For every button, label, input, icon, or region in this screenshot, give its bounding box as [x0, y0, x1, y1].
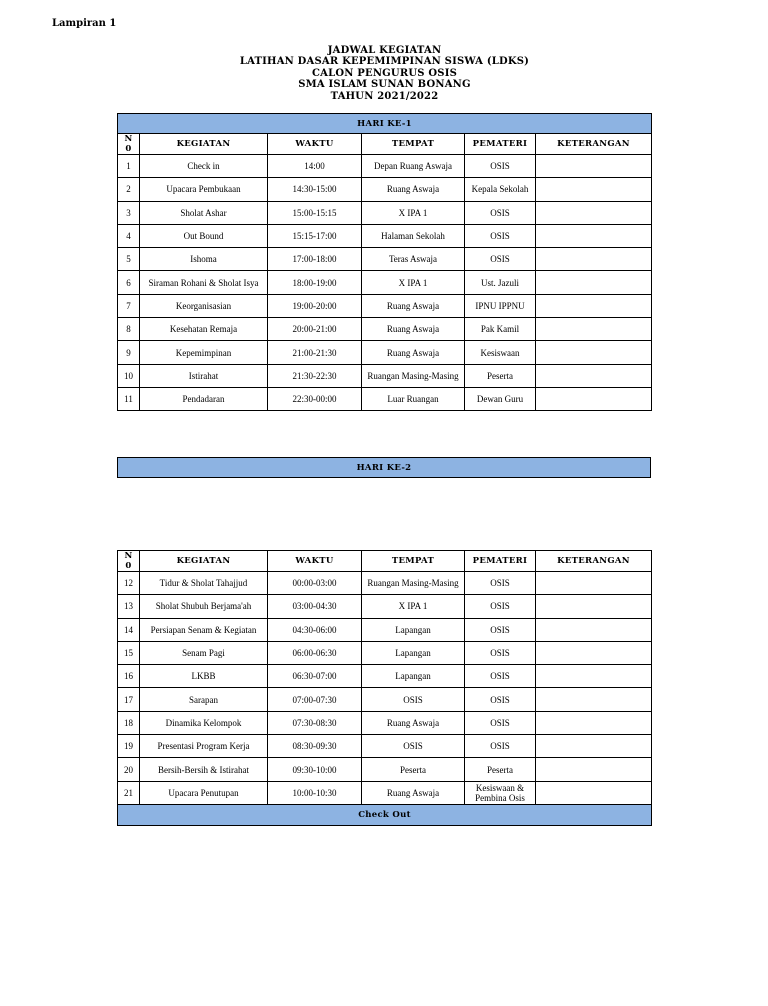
row-no: 8 — [118, 318, 140, 341]
row-kegiatan: LKBB — [140, 665, 268, 688]
row-kegiatan: Upacara Penutupan — [140, 781, 268, 804]
row-no: 7 — [118, 294, 140, 317]
row-keterangan — [536, 178, 652, 201]
row-waktu: 07:30-08:30 — [268, 711, 362, 734]
row-waktu: 10:00-10:30 — [268, 781, 362, 804]
row-waktu: 06:30-07:00 — [268, 665, 362, 688]
title-line: LATIHAN DASAR KEPEMIMPINAN SISWA (LDKS) — [239, 56, 530, 68]
row-no: 9 — [118, 341, 140, 364]
row-tempat: OSIS — [362, 735, 465, 758]
row-pemateri: OSIS — [465, 201, 536, 224]
row-waktu: 20:00-21:00 — [268, 318, 362, 341]
header-tempat: TEMPAT — [362, 551, 465, 572]
table-row — [118, 248, 652, 271]
header-row — [118, 134, 652, 155]
row-tempat: Lapangan — [362, 618, 465, 641]
table-row — [118, 271, 652, 294]
row-pemateri: Pak Kamil — [465, 318, 536, 341]
header-kegiatan: KEGIATAN — [140, 134, 268, 155]
row-pemateri: Peserta — [465, 364, 536, 387]
row-no: 13 — [118, 595, 140, 618]
table-row — [118, 781, 652, 804]
row-waktu: 03:00-04:30 — [268, 595, 362, 618]
table-row — [118, 572, 652, 595]
row-no: 5 — [118, 248, 140, 271]
row-tempat: X IPA 1 — [362, 271, 465, 294]
row-kegiatan: Check in — [140, 155, 268, 178]
header-no: N 0 — [118, 551, 140, 572]
row-pemateri: Dewan Guru — [465, 387, 536, 410]
table-row — [118, 758, 652, 781]
row-keterangan — [536, 665, 652, 688]
row-no: 19 — [118, 735, 140, 758]
header-waktu: WAKTU — [268, 134, 362, 155]
row-tempat: Lapangan — [362, 641, 465, 664]
row-kegiatan: Tidur & Sholat Tahajjud — [140, 572, 268, 595]
row-pemateri: Kesiswaan & Pembina Osis — [465, 781, 536, 804]
row-tempat: Ruang Aswaja — [362, 781, 465, 804]
row-no: 6 — [118, 271, 140, 294]
row-pemateri: Peserta — [465, 758, 536, 781]
row-keterangan — [536, 201, 652, 224]
row-no: 10 — [118, 364, 140, 387]
row-tempat: Ruang Aswaja — [362, 294, 465, 317]
row-keterangan — [536, 155, 652, 178]
row-tempat: Ruang Aswaja — [362, 318, 465, 341]
row-kegiatan: Istirahat — [140, 364, 268, 387]
header-waktu: WAKTU — [268, 551, 362, 572]
row-keterangan — [536, 387, 652, 410]
row-waktu: 14:30-15:00 — [268, 178, 362, 201]
row-tempat: Ruangan Masing-Masing — [362, 364, 465, 387]
title-line: JADWAL KEGIATAN — [327, 45, 442, 56]
row-keterangan — [536, 688, 652, 711]
row-kegiatan: Siraman Rohani & Sholat Isya — [140, 271, 268, 294]
row-no: 4 — [118, 224, 140, 247]
header-keterangan: KETERANGAN — [536, 551, 652, 572]
row-pemateri: Ust. Jazuli — [465, 271, 536, 294]
row-keterangan — [536, 711, 652, 734]
row-keterangan — [536, 572, 652, 595]
day2-schedule-table — [117, 550, 652, 826]
table-row — [118, 595, 652, 618]
row-pemateri: OSIS — [465, 735, 536, 758]
row-no: 1 — [118, 155, 140, 178]
row-waktu: 14:00 — [268, 155, 362, 178]
row-keterangan — [536, 758, 652, 781]
row-keterangan — [536, 294, 652, 317]
row-kegiatan: Senam Pagi — [140, 641, 268, 664]
row-waktu: 15:15-17:00 — [268, 224, 362, 247]
row-pemateri: OSIS — [465, 711, 536, 734]
row-pemateri: OSIS — [465, 224, 536, 247]
row-no: 21 — [118, 781, 140, 804]
row-tempat: Ruang Aswaja — [362, 711, 465, 734]
row-kegiatan: Sarapan — [140, 688, 268, 711]
row-no: 2 — [118, 178, 140, 201]
row-pemateri: OSIS — [465, 665, 536, 688]
table-row — [118, 735, 652, 758]
row-kegiatan: Kepemimpinan — [140, 341, 268, 364]
row-tempat: OSIS — [362, 688, 465, 711]
table-row — [118, 224, 652, 247]
row-kegiatan: Ishoma — [140, 248, 268, 271]
row-pemateri: Kesiswaan — [465, 341, 536, 364]
row-tempat: Depan Ruang Aswaja — [362, 155, 465, 178]
check-out-footer: Check Out — [118, 804, 652, 825]
row-no: 18 — [118, 711, 140, 734]
header-pemateri: PEMATERI — [465, 551, 536, 572]
row-pemateri: OSIS — [465, 595, 536, 618]
document-title — [118, 45, 651, 102]
row-keterangan — [536, 781, 652, 804]
table-row — [118, 155, 652, 178]
row-tempat: Ruang Aswaja — [362, 341, 465, 364]
row-kegiatan: Persiapan Senam & Kegiatan — [140, 618, 268, 641]
row-no: 16 — [118, 665, 140, 688]
row-pemateri: Kepala Sekolah — [465, 178, 536, 201]
row-waktu: 21:00-21:30 — [268, 341, 362, 364]
table-row — [118, 341, 652, 364]
row-pemateri: OSIS — [465, 618, 536, 641]
row-kegiatan: Dinamika Kelompok — [140, 711, 268, 734]
day1-schedule-table — [117, 113, 652, 411]
row-kegiatan: Bersih-Bersih & Istirahat — [140, 758, 268, 781]
row-waktu: 08:30-09:30 — [268, 735, 362, 758]
table-row — [118, 641, 652, 664]
row-tempat: Ruang Aswaja — [362, 178, 465, 201]
row-no: 14 — [118, 618, 140, 641]
row-tempat: Luar Ruangan — [362, 387, 465, 410]
row-no: 17 — [118, 688, 140, 711]
row-no: 3 — [118, 201, 140, 224]
row-waktu: 06:00-06:30 — [268, 641, 362, 664]
row-kegiatan: Presentasi Program Kerja — [140, 735, 268, 758]
attachment-label: Lampiran 1 — [52, 18, 117, 29]
row-waktu: 18:00-19:00 — [268, 271, 362, 294]
row-pemateri: OSIS — [465, 688, 536, 711]
table-row — [118, 618, 652, 641]
row-keterangan — [536, 248, 652, 271]
table-row — [118, 711, 652, 734]
row-kegiatan: Sholat Shubuh Berjama'ah — [140, 595, 268, 618]
row-keterangan — [536, 618, 652, 641]
row-tempat: Peserta — [362, 758, 465, 781]
row-waktu: 04:30-06:00 — [268, 618, 362, 641]
table-row — [118, 364, 652, 387]
row-waktu: 07:00-07:30 — [268, 688, 362, 711]
title-line: TAHUN 2021/2022 — [330, 90, 439, 102]
header-tempat: TEMPAT — [362, 134, 465, 155]
day1-title: HARI KE-1 — [118, 114, 652, 134]
table-row — [118, 201, 652, 224]
row-no: 15 — [118, 641, 140, 664]
row-keterangan — [536, 595, 652, 618]
row-tempat: X IPA 1 — [362, 595, 465, 618]
row-waktu: 22:30-00:00 — [268, 387, 362, 410]
header-kegiatan: KEGIATAN — [140, 551, 268, 572]
header-keterangan: KETERANGAN — [536, 134, 652, 155]
row-waktu: 00:00-03:00 — [268, 572, 362, 595]
title-line: CALON PENGURUS OSIS — [312, 67, 457, 79]
row-no: 12 — [118, 572, 140, 595]
row-waktu: 17:00-18:00 — [268, 248, 362, 271]
row-keterangan — [536, 318, 652, 341]
table-row — [118, 294, 652, 317]
row-keterangan — [536, 364, 652, 387]
row-pemateri: OSIS — [465, 248, 536, 271]
row-pemateri: OSIS — [465, 155, 536, 178]
title-line: SMA ISLAM SUNAN BONANG — [298, 79, 471, 91]
row-keterangan — [536, 224, 652, 247]
table-row — [118, 318, 652, 341]
row-keterangan — [536, 271, 652, 294]
row-waktu: 09:30-10:00 — [268, 758, 362, 781]
row-keterangan — [536, 735, 652, 758]
table-row — [118, 688, 652, 711]
header-pemateri: PEMATERI — [465, 134, 536, 155]
row-kegiatan: Kesehatan Remaja — [140, 318, 268, 341]
row-keterangan — [536, 641, 652, 664]
row-pemateri: OSIS — [465, 641, 536, 664]
table-row — [118, 178, 652, 201]
row-waktu: 21:30-22:30 — [268, 364, 362, 387]
header-no: N 0 — [118, 134, 140, 155]
row-tempat: Halaman Sekolah — [362, 224, 465, 247]
header-row — [118, 551, 652, 572]
row-pemateri: IPNU IPPNU — [465, 294, 536, 317]
row-kegiatan: Pendadaran — [140, 387, 268, 410]
row-no: 20 — [118, 758, 140, 781]
table-row — [118, 665, 652, 688]
day2-title: HARI KE-2 — [118, 458, 651, 478]
row-waktu: 19:00-20:00 — [268, 294, 362, 317]
row-tempat: Ruangan Masing-Masing — [362, 572, 465, 595]
row-kegiatan: Upacara Pembukaan — [140, 178, 268, 201]
row-no: 11 — [118, 387, 140, 410]
row-waktu: 15:00-15:15 — [268, 201, 362, 224]
row-pemateri: OSIS — [465, 572, 536, 595]
row-tempat: Teras Aswaja — [362, 248, 465, 271]
row-keterangan — [536, 341, 652, 364]
row-tempat: Lapangan — [362, 665, 465, 688]
table-row — [118, 387, 652, 410]
day2-title-bar — [117, 457, 651, 478]
row-tempat: X IPA 1 — [362, 201, 465, 224]
row-kegiatan: Sholat Ashar — [140, 201, 268, 224]
row-kegiatan: Keorganisasian — [140, 294, 268, 317]
row-kegiatan: Out Bound — [140, 224, 268, 247]
